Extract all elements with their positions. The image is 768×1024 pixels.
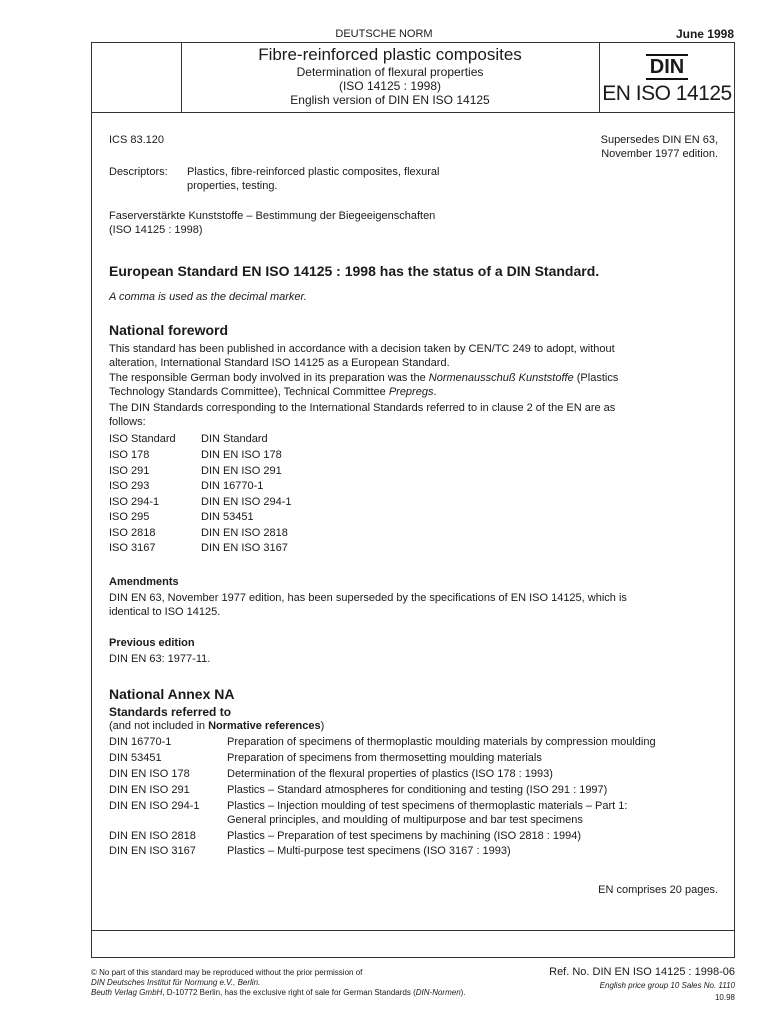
foreword-p2-line-2 — [109, 385, 721, 399]
annex-standard-title: General principles, and moulding of multipurpose and bar test specimens — [227, 814, 583, 826]
foreword-p1-line-1: This standard has been published in accordance with a decision taken by CEN/TC 249 to adopt, without — [109, 343, 615, 355]
amendments-text — [109, 591, 721, 619]
annex-standard-number: DIN EN ISO 178 — [109, 768, 190, 780]
table-cell-iso: ISO 291 — [109, 464, 150, 477]
copyright-line-1: © No part of this standard may be reproduced without the prior permission of — [91, 968, 363, 977]
table-cell-din: DIN EN ISO 291 — [201, 464, 282, 477]
german-title — [109, 209, 435, 237]
annex-standard-title: Plastics – Preparation of test specimens by machining (ISO 2818 : 1994) — [227, 830, 582, 842]
amendments-line-1: DIN EN 63, November 1977 edition, has been superseded by the specifications of EN ISO 14125, which is — [109, 592, 627, 604]
title-divider — [91, 112, 735, 113]
iso-reference: (ISO 14125 : 1998) — [338, 79, 442, 93]
descriptors-label: Descriptors: — [109, 166, 168, 178]
annex-standard-number: DIN 53451 — [109, 752, 162, 764]
ics-code: ICS 83.120 — [109, 134, 165, 146]
annex-standard-number: DIN EN ISO 2818 — [109, 830, 196, 842]
previous-edition-heading: Previous edition — [109, 637, 195, 649]
german-title-line-1: Faserverstärkte Kunststoffe – Bestimmung der Biegeeigenschaften — [109, 210, 436, 222]
edition-code: 10.98 — [714, 993, 735, 1002]
table-cell-iso: ISO 2818 — [109, 526, 156, 539]
price-group: English price group 10 Sales No. 1110 — [599, 981, 735, 990]
supersedes-note — [601, 133, 718, 161]
table-cell-din: DIN EN ISO 178 — [201, 449, 282, 461]
amendments-line-2: identical to ISO 14125. — [109, 606, 221, 618]
copyright-text-b: , D-10772 Berlin, has the exclusive right of sale for German Standards ( — [162, 988, 416, 997]
din-normen-label: DIN-Normen — [415, 988, 461, 997]
annex-standard-title: Preparation of specimens from thermosetting moulding materials — [227, 752, 542, 764]
foreword-p2-line-1 — [109, 371, 721, 385]
status-headline: European Standard EN ISO 14125 : 1998 has the status of a DIN Standard. — [109, 263, 600, 279]
table-cell-iso: ISO 294-1 — [109, 495, 160, 508]
foreword-p2-text-a: The responsible German body involved in its preparation was the — [109, 372, 429, 384]
annex-standard-title: Plastics – Standard atmospheres for conditioning and testing (ISO 291 : 1997) — [227, 784, 608, 796]
foreword-paragraph-3 — [109, 401, 721, 429]
amendments-heading: Amendments — [109, 576, 179, 588]
annex-standard-title: Preparation of specimens of thermoplastic moulding materials by compression moulding — [227, 736, 656, 748]
table-cell-iso: ISO 295 — [109, 511, 150, 523]
normative-references-label: Normative references — [208, 720, 321, 732]
decimal-marker-note: A comma is used as the decimal marker. — [109, 291, 307, 303]
publication-date: June 1998 — [675, 27, 734, 41]
foreword-paragraph-1 — [109, 342, 721, 370]
annex-note — [109, 719, 324, 733]
din-logo — [600, 54, 734, 80]
standards-referred-heading: Standards referred to — [109, 705, 232, 719]
table-cell-din: DIN 53451 — [201, 511, 254, 523]
annex-standard-number: DIN EN ISO 291 — [109, 784, 190, 796]
descriptors-line-2: properties, testing. — [187, 180, 278, 192]
german-title-line-2: (ISO 14125 : 1998) — [109, 224, 203, 236]
committee-name: Normenausschuß Kunststoffe — [428, 372, 574, 384]
table-header-iso: ISO Standard — [109, 433, 176, 445]
reference-number: Ref. No. DIN EN ISO 14125 : 1998-06 — [549, 966, 735, 978]
din-logo-word: DIN — [646, 54, 688, 80]
document-subtitle: Determination of flexural properties — [296, 65, 484, 79]
page-count-note: EN comprises 20 pages. — [598, 884, 718, 896]
correspondence-table — [109, 432, 409, 562]
foreword-p2-text-e: . — [433, 386, 437, 398]
table-cell-din: DIN EN ISO 294-1 — [201, 495, 292, 508]
foreword-p3-line-1: The DIN Standards corresponding to the International Standards referred to in clause 2 of the EN are as — [109, 402, 616, 414]
foreword-p2-text-d: Technology Standards Committee), Technical Committee — [109, 386, 389, 398]
foreword-p1-line-2: alteration, International Standard ISO 14125 as a European Standard. — [109, 357, 450, 369]
supersedes-line-2: November 1977 edition. — [601, 148, 718, 160]
foreword-p2-text-c: (Plastics — [573, 372, 619, 384]
annex-standard-number: DIN 16770-1 — [109, 736, 172, 748]
descriptors-line-1: Plastics, fibre-reinforced plastic composites, flexural — [187, 166, 440, 178]
annex-standard-title: Plastics – Injection moulding of test specimens of thermoplastic materials – Part 1: — [227, 800, 628, 812]
national-foreword-heading: National foreword — [109, 322, 229, 338]
copyright-line-3 — [91, 988, 531, 998]
national-annex-heading: National Annex NA — [109, 686, 235, 702]
table-cell-din: DIN 16770-1 — [201, 480, 264, 492]
annex-note-text-a: (and not included in — [109, 720, 209, 732]
annex-standard-number: DIN EN ISO 294-1 — [109, 800, 200, 812]
previous-edition-text: DIN EN 63: 1977-11. — [109, 653, 211, 665]
descriptors-text — [187, 165, 439, 193]
annex-standard-title: Plastics – Multi-purpose test specimens (ISO 3167 : 1993) — [227, 845, 511, 857]
copyright-line-2: DIN Deutsches Institut für Normung e.V., Berlin. — [91, 978, 261, 987]
copyright-text-d: ). — [460, 988, 466, 997]
annex-note-text-c: ) — [320, 720, 325, 732]
publisher-name: Beuth Verlag GmbH — [91, 988, 163, 997]
table-cell-din: DIN EN ISO 2818 — [201, 526, 288, 539]
annex-standard-title: Determination of the flexural properties of plastics (ISO 178 : 1993) — [227, 768, 553, 780]
table-cell-iso: ISO 178 — [109, 449, 150, 461]
supersedes-line-1: Supersedes DIN EN 63, — [600, 134, 718, 146]
title-block — [181, 43, 599, 107]
foreword-p3-line-2: follows: — [109, 416, 146, 428]
norm-label: DEUTSCHE NORM — [335, 28, 433, 40]
annex-standard-number: DIN EN ISO 3167 — [109, 845, 196, 857]
table-cell-iso: ISO 293 — [109, 480, 150, 492]
table-cell-din: DIN EN ISO 3167 — [201, 542, 288, 554]
technical-committee-name: Prepregs — [388, 386, 434, 398]
foreword-paragraph-2 — [109, 371, 721, 399]
annex-references-table — [109, 735, 721, 860]
table-header-din: DIN Standard — [201, 433, 268, 445]
copyright-notice — [91, 968, 531, 998]
footer-divider — [91, 930, 735, 931]
english-version-note: English version of DIN EN ISO 14125 — [290, 93, 490, 107]
standard-number: EN ISO 14125 — [602, 82, 732, 105]
table-cell-iso: ISO 3167 — [109, 542, 156, 554]
document-title: Fibre-reinforced plastic composites — [258, 45, 522, 64]
